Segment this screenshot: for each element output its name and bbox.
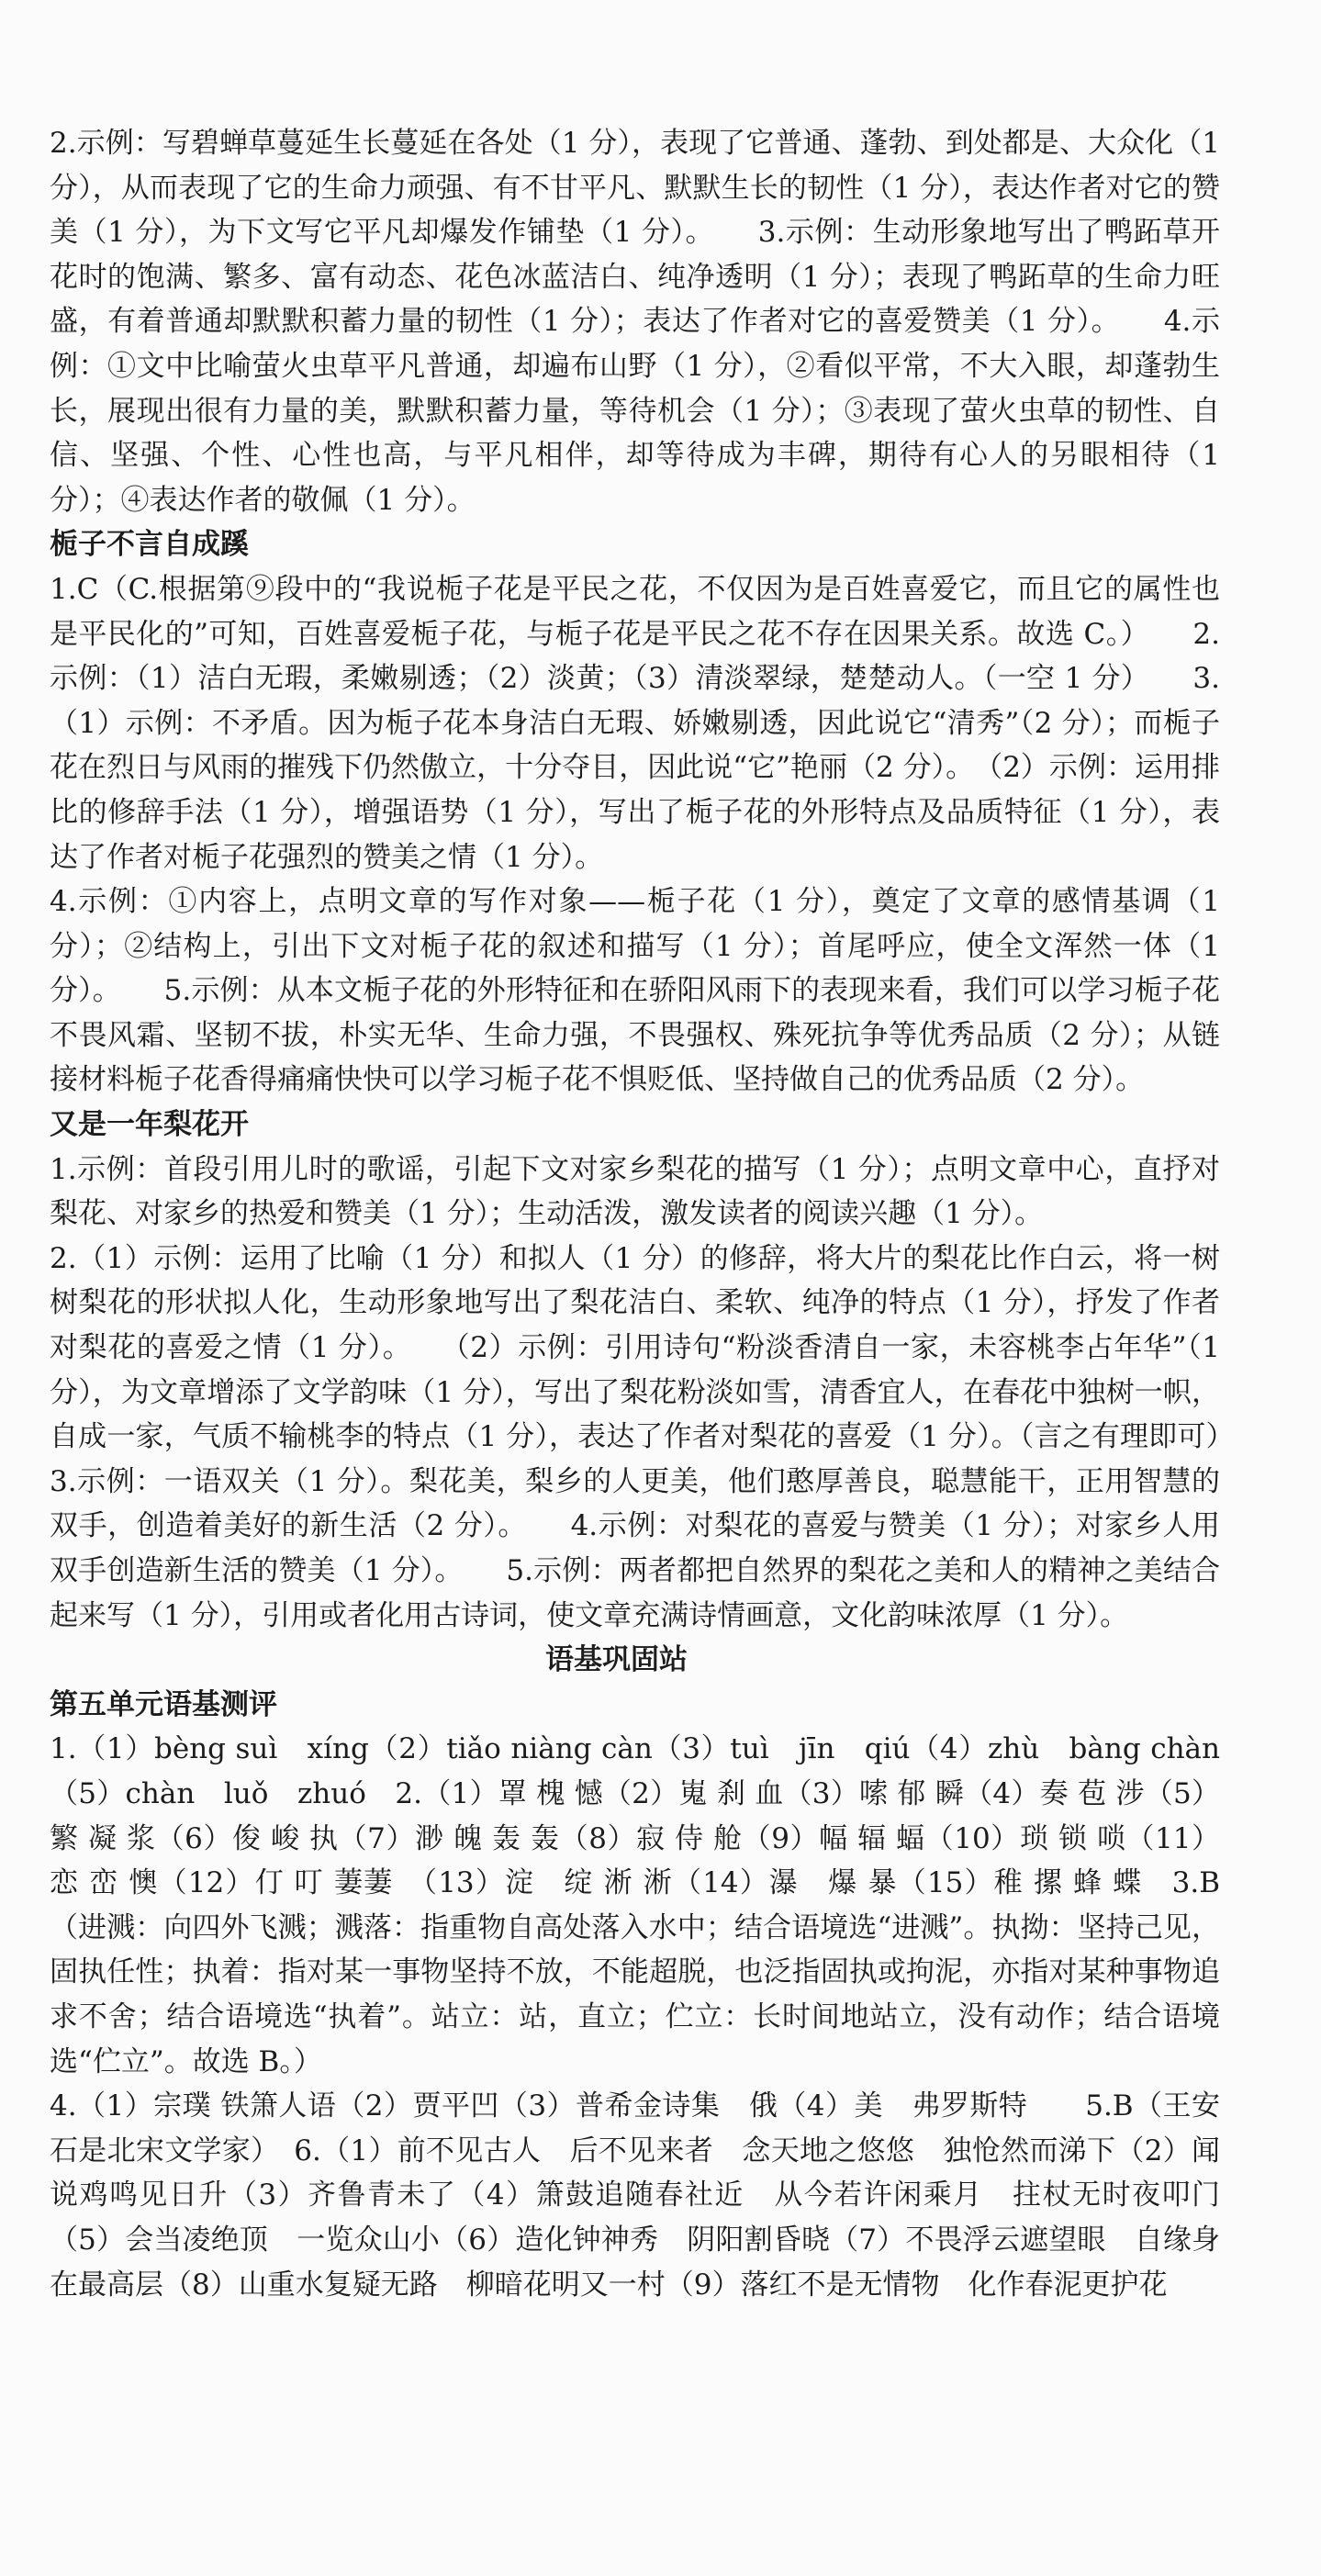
pear-paragraph-2: 2.（1）示例：运用了比喻（1 分）和拟人（1 分）的修辞，将大片的梨花比作白云，将一树树梨花的形状拟人化，生动形象地写出了梨花洁白、柔软、纯净的特点（1 分），抒发了作者对梨花的喜爱之情（1 分）。 （2）示例：引用诗句“粉淡香清自一家，未容桃李占年华”（1 分），为文章增添了文学韵味（1 分），写出了梨花粉淡如雪，清香宜人，在春花中独树一帜，自成一家，气质不输桃李的特点（1 分），表达了作者对梨花的喜爱（1 分）。（言之有理即可） 3.示例：一语双关（1 分）。梨花美，梨乡的人更美，他们憨厚善良，聪慧能干，正用智慧的双手，创造着美好的新生活（2 分）。 4.示例：对梨花的喜爱与赞美（1 分）；对家乡人用双手创造新生活的赞美（1 分）。 5.示例：两者都把自然界的梨花之美和人的精神之美结合起来写（1 分），引用或者化用古诗词，使文章充满诗情画意，文化韵味浓厚（1 分）。 bbox=[50, 1241, 1277, 1632]
pear-section bbox=[50, 1103, 1277, 1638]
unit-paragraph-1: 1.（1）bèng suì xíng（2）tiǎo niàng càn（3）tuì jīn qiú（4）zhù bàng chàn（5）chàn luǒ zhuó 2.（1）罩 槐 憾（2）嵬 刹 血（3）嗦 郁 瞬（4）奏 苞 涉（5）繁 凝 浆（6）俊 峻 执（7）渺 魄 轰 轰（8）寂 侍 舱（9）幅 辐 蝠（10）琐 锁 唢（11）恋 峦 懊（12）仃 叮 萋萋 （13）淀 绽 淅 淅（14）瀑 爆 暴（15）稚 摞 蜂 蝶 3.B（进溅：向四外飞溅；溅落：指重物自高处落入水中；结合语境选“进溅”。执拗：坚持己见，固执任性；执着：指对某一事物坚持不放，不能超脱，也泛指固执或拘泥，亦指对某种事物追求不舍；结合语境选“执着”。站立：站，直立；伫立：长时间地站立，没有动作；结合语境选“伫立”。故选 B。） bbox=[50, 1732, 1220, 2078]
pear-paragraph-1: 1.示例：首段引用儿时的歌谣，引起下文对家乡梨花的描写（1 分）；点明文章中心，直抒对梨花、对家乡的热爱和赞美（1 分）；生动活泼，激发读者的阅读兴趣（1 分）。 bbox=[50, 1152, 1220, 1231]
gardenia-paragraph-1: 1.C（C.根据第⑨段中的“我说栀子花是平民之花，不仅因为是百姓喜爱它，而且它的属性也是平民化的”可知，百姓喜爱栀子花，与栀子花是平民之花不存在因果关系。故选 C。） 2.示例：（1）洁白无瑕，柔嫩剔透；（2）淡黄；（3）清淡翠绿，楚楚动人。（一空 1 分） 3.（1）示例：不矛盾。因为栀子花本身洁白无瑕、娇嫩剔透，因此说它“清秀”（2 分）；而栀子花在烈日与风雨的摧残下仍然傲立，十分夺目，因此说“它”艳丽（2 分）。 （2）示例：运用排比的修辞手法（1 分），增强语势（1 分），写出了栀子花的外形特点及品质特征（1 分），表达了作者对栀子花强烈的赞美之情（1 分）。 bbox=[50, 572, 1220, 874]
unit-paragraph-2: 4.（1）宗璞 铁箫人语（2）贾平凹（3）普希金诗集 俄（4）美 弗罗斯特 5.B（王安石是北宋文学家） 6.（1）前不见古人 后不见来者 念天地之悠悠 独怆然而涕下（2）闻说鸡鸣见日升（3）齐鲁青未了（4）箫鼓追随春社近 从今若许闲乘月 拄杖无时夜叩门（5）会当凌绝顶 一览众山小（6）造化钟神秀 阴阳割昏晓（7）不畏浮云遮望眼 自缘身在最高层（8）山重水复疑无路 柳暗花明又一村（9）落红不是无情物 化作春泥更护花 bbox=[50, 2089, 1220, 2302]
unit-heading: 第五单元语基测评 bbox=[50, 1687, 277, 1721]
intro-paragraph: 2.示例：写碧蝉草蔓延生长蔓延在各处（1 分），表现了它普通、蓬勃、到处都是、大众化（1 分），从而表现了它的生命力顽强、有不甘平凡、默默生长的韧性（1 分），表达作者对它的赞美（1 分），为下文写它平凡却爆发作铺垫（1 分）。 3.示例：生动形象地写出了鸭跖草开花时的饱满、繁多、富有动态、花色冰蓝洁白、纯净透明（1 分）；表现了鸭跖草的生命力旺盛，有着普通却默默积蓄力量的韧性（1 分）；表达了作者对它的喜爱赞美（1 分）。 4.示例：①文中比喻萤火虫草平凡普通，却遍布山野（1 分），②看似平常，不大入眼，却蓬勃生长，展现出很有力量的美，默默积蓄力量，等待机会（1 分）；③表现了萤火虫草的韧性、自信、坚强、个性、心性也高，与平凡相伴，却等待成为丰碑，期待有心人的另眼相待（1 分）；④表达作者的敬佩（1 分）。 bbox=[50, 127, 1229, 517]
center-title: 语基巩固站 bbox=[545, 1643, 688, 1677]
gardenia-section bbox=[50, 522, 1229, 1103]
unit-section bbox=[50, 1683, 1220, 2307]
gardenia-paragraph-2: 4.示例：①内容上，点明文章的写作对象——栀子花（1 分），奠定了文章的感情基调（1 分）；②结构上，引出下文对栀子花的叙述和描写（1 分）；首尾呼应，使全文浑然一体（1 分）。 5.示例：从本文栀子花的外形特征和在骄阳风雨下的表现来看，我们可以学习栀子花不畏风霜、坚韧不拔，朴实无华、生命力强，不畏强权、殊死抗争等优秀品质（2 分）；从链接材料栀子花香得痛痛快快可以学习栀子花不惧贬低、坚持做自己的优秀品质（2 分）。 bbox=[50, 885, 1229, 1097]
intro-section bbox=[50, 121, 1229, 522]
section-heading-gardenia: 栀子不言自成蹊 bbox=[50, 528, 249, 562]
section-heading-pear: 又是一年梨花开 bbox=[50, 1108, 249, 1142]
